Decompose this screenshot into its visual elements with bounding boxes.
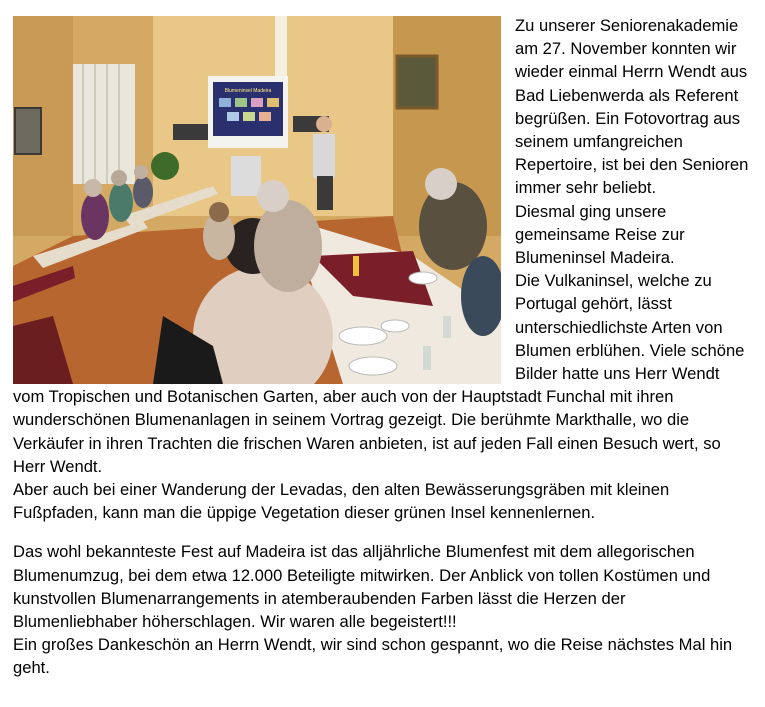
photo-screen-title: Blumeninsel Madeira [224,88,272,94]
paragraph-spacer [13,524,753,540]
article-paragraph: Aber auch bei einer Wanderung der Levadas, den alten Bewässerungsgräben mit kleinen Fußpfaden, kann man die üppige Vegetation dieser grünen Insel kennenlernen. [13,480,670,523]
photo-projector-stand [231,156,261,196]
article-paragraph: Zu unserer Seniorenakademie am 27. November konnten wir wieder einmal Herrn Wendt aus Bad Liebenwerda als Referent begrüßen. Ein Fotovortrag aus seinem umfangreichen Repertoire, ist bei den Senioren immer sehr beliebt. [515,16,749,198]
photo-plant [151,152,179,180]
article-paragraph: Ein großes Dankeschön an Herrn Wendt, wir sind schon gespannt, wo die Reise nächstes Mal hin geht. [13,635,733,678]
photo-speaker [313,134,335,178]
photo-person [109,182,133,222]
photo-person [254,200,322,292]
photo-wall-picture [173,124,209,140]
article-paragraph: Diesmal ging unsere gemeinsame Reise zur Blumeninsel Madeira. [515,201,685,268]
photo-wall-picture [15,108,41,154]
photo-person [419,182,487,270]
photo-wall-picture [397,56,437,108]
event-photo [13,16,501,384]
photo-illustration [13,16,501,384]
photo-person [81,192,109,240]
article-paragraph: Das wohl bekannteste Fest auf Madeira ist das alljährliche Blumenfest mit dem allegorischen Blumenumzug, bei dem etwa 12.000 Beteiligte mitwirken. Der Anblick von tollen Kostümen und kunstvollen Blumenarrangements in atemberaubenden Farben lässt die Herzen der Blumenliebhaber höherschlagen. Wir waren alle begeistert!!! [13,542,711,632]
article-paragraph: Die Vulkaninsel, welche zu Portugal gehört, lässt unterschiedlichste Arten von Blumen erblühen. Viele schöne Bilder hatte uns Herr Wendt vom Tropischen und Botanischen Garten, aber auch von der Hauptstadt Funchal mit ihren wunderschönen Blumenanlagen in seinem Vortrag gezeigt. Die berühmte Markthalle, wo die Verkäufer in ihren Trachten die frischen Waren anbieten, ist auf jeden Fall einen Besuch wert, so Herr Wendt. [13,271,745,476]
photo-ceiling-light [275,16,287,76]
article [13,14,753,680]
photo-person [133,176,153,208]
